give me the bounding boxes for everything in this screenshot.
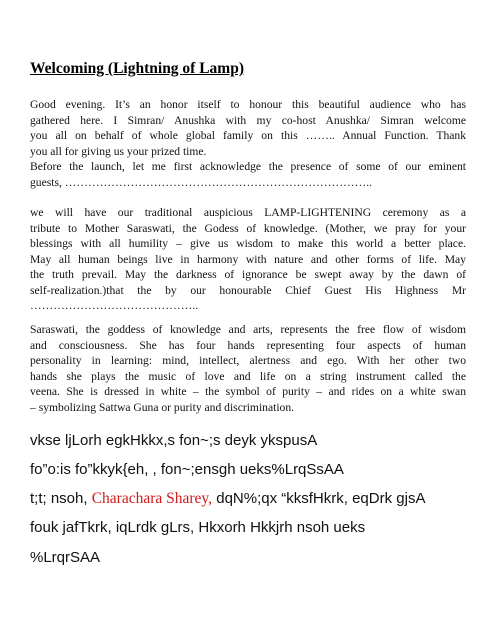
text-line: – symbolizing Sattwa Guna or purity and discrimination. bbox=[30, 400, 295, 414]
text-line: Good evening. It’s an honor itself to honour this beautiful audience who has bbox=[30, 98, 466, 111]
mantra-line-3-start: t;t; nsoh, bbox=[30, 490, 92, 507]
text-line: Saraswati, the goddess of knowledge and arts, represents the free flow of wisdom bbox=[30, 323, 466, 336]
text-line: and consciousness. She has four hands representing four aspects of human bbox=[30, 338, 466, 352]
text-line: the truth prevail. May the darkness of ignorance be swept away by the dawn of bbox=[30, 268, 466, 281]
text-line: we will have our traditional auspicious LAMP-LIGHTENING ceremony as a bbox=[30, 206, 466, 219]
mantra-line-5: %LrqrSAA bbox=[30, 549, 101, 566]
text-line: hands she plays the music of love and life on a string instrument called the bbox=[30, 369, 466, 383]
mantra-highlight-text: Charachara Sharey, bbox=[91, 490, 213, 507]
paragraph-saraswati bbox=[30, 322, 466, 415]
paragraph-lamp-lighting bbox=[30, 205, 466, 314]
text-line: guests, …………………………………………………………………….. bbox=[30, 175, 373, 189]
mantra-line-3 bbox=[30, 490, 470, 508]
text-line: May all human beings live in harmony with nature and other forms of life. May bbox=[30, 252, 466, 266]
text-line: self-realization.)that the by our honourable Chief Guest His Highness Mr bbox=[30, 283, 466, 297]
text-line: …………………………………….. bbox=[30, 299, 199, 312]
mantra-line-2: fo”o:is fo”kkyk{eh, , fon~;ensgh ueks%LrqSsAA bbox=[30, 461, 344, 478]
text-line: tribute to Mother Saraswati, the Godess of knowledge. (Mother, we pray for your bbox=[30, 221, 466, 235]
mantra-line-1: vkse ljLorh egkHkkx,s fon~;s deyk ykspusA bbox=[30, 432, 318, 449]
text-line: blessings with all humility – give us wisdom to make this world a better place. bbox=[30, 237, 466, 250]
mantra-line-4: fouk jafTkrk, iqLrdk gLrs, Hkxorh Hkkjrh nsoh ueks bbox=[30, 519, 366, 536]
text-line: personality in learning: mind, intellect, alertness and ego. With her other two bbox=[30, 354, 466, 367]
text-line: you all on behalf of whole global family on this …….. Annual Function. Thank bbox=[30, 129, 466, 142]
paragraph-welcome bbox=[30, 97, 466, 190]
text-line: you all for giving us your prized time. bbox=[30, 144, 207, 158]
text-line: gathered here. I Simran/ Anushka with my co-host Anushka/ Simran welcome bbox=[30, 113, 466, 127]
document-title: Welcoming (Lightning of Lamp) bbox=[30, 60, 245, 77]
text-line: Before the launch, let me first acknowledge the presence of some of our eminent bbox=[30, 160, 466, 173]
mantra-line-3-end: dqN%;qx “kksfHkrk, eqDrk gjsA bbox=[212, 490, 426, 507]
text-line: veena. She is dressed in white – the symbol of purity – and rides on a white swan bbox=[30, 385, 466, 398]
